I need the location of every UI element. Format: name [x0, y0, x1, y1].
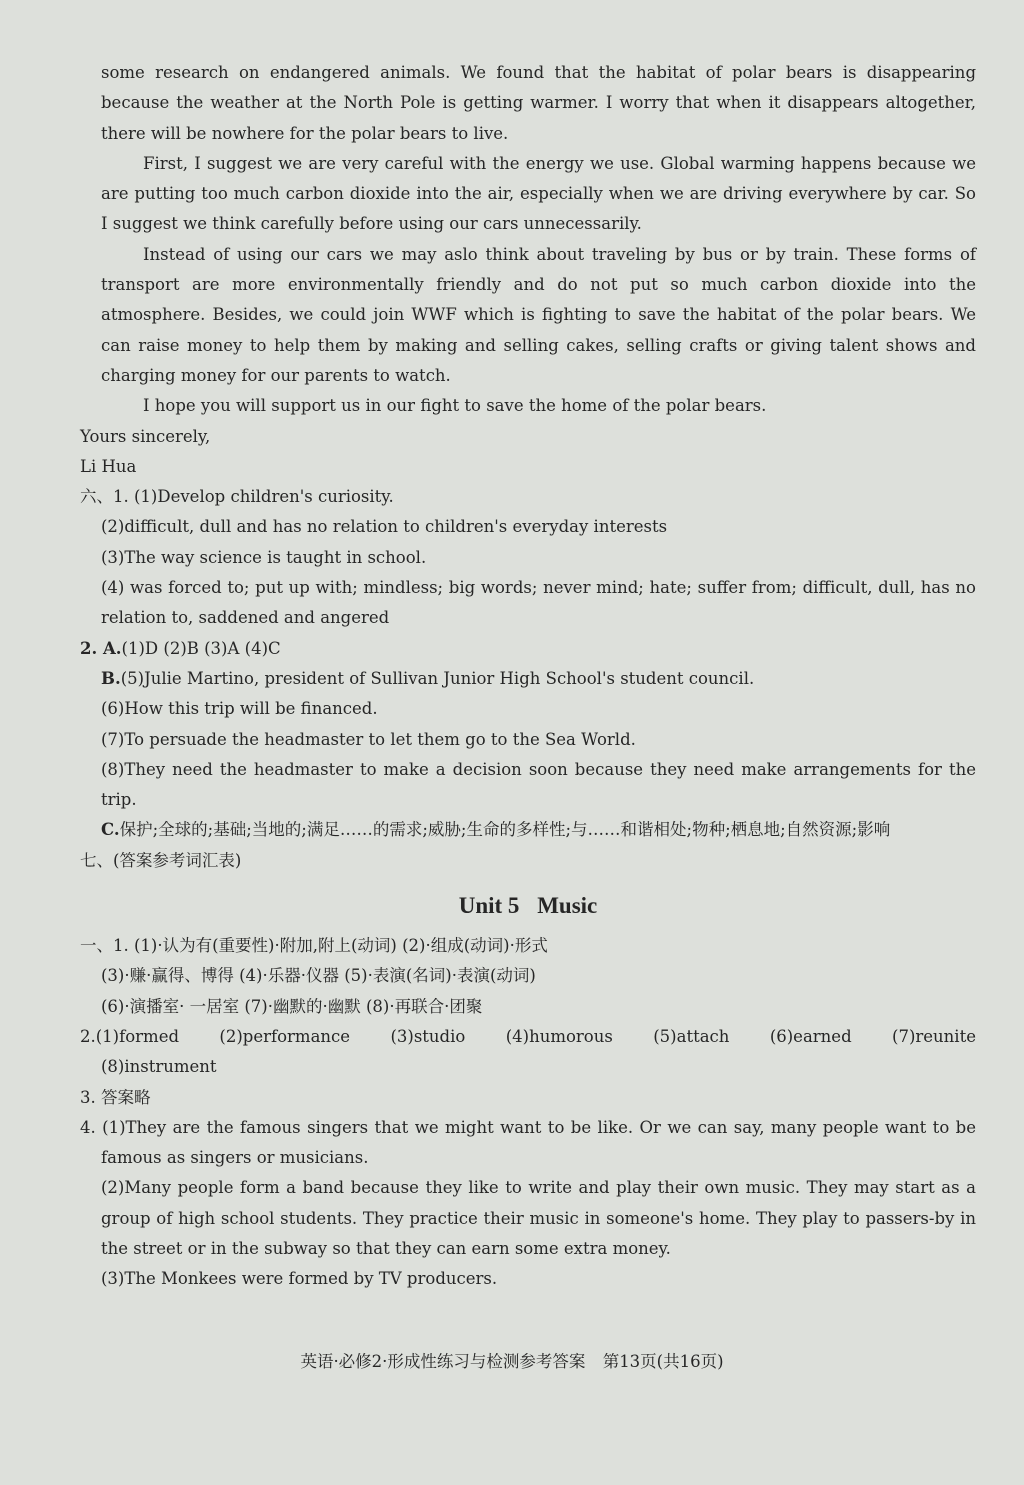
letter-paragraph-3: Instead of using our cars we may aslo think about traveling by bus or by train. These forms of transport are more environmentally friendly and do not put so much carbon dioxide into the atmosphere. Besides, we could join WWF which is fighting to save the habitat of the polar bears. We can raise money to help them by making and selling cakes, selling crafts or giving talent shows and charging money for our parents to watch. — [101, 244, 976, 385]
q2a-label: 2. A. — [80, 638, 122, 658]
unit5-s4-1: 4. (1)They are the famous singers that we might want to be like. Or we can say, many people want to be famous as singers or musicians. — [80, 1117, 976, 1168]
section6-q2b-5: B.(5)Julie Martino, president of Sullivan Junior High School's student council. — [101, 668, 755, 688]
unit-title — [80, 891, 976, 921]
letter-signature: Li Hua — [80, 456, 137, 476]
s2-item-7: (7)reunite — [892, 1026, 976, 1046]
unit5-s1-line3: (6)·演播室· 一居室 (7)·幽默的·幽默 (8)·再联合·团聚 — [101, 996, 483, 1016]
answer-content — [80, 58, 976, 1295]
section6-q1-3: (3)The way science is taught in school. — [101, 547, 427, 567]
unit-name: Music — [537, 893, 598, 919]
unit5-s1-line2: (3)·赚·赢得、博得 (4)·乐器·仪器 (5)·表演(名词)·表演(动词) — [101, 966, 536, 986]
letter-paragraph-4: I hope you will support us in our fight to save the home of the polar bears. — [143, 396, 767, 416]
section6-q2b-6: (6)How this trip will be financed. — [101, 699, 378, 719]
letter-paragraph-1: some research on endangered animals. We found that the habitat of polar bears is disappearing because the weather at the North Pole is getting warmer. I worry that when it disappears altogether, there will be nowhere for the polar bears to live. — [101, 63, 976, 143]
footer-title: 英语·必修2·形成性练习与检测参考答案 — [300, 1352, 586, 1371]
page-footer — [0, 1348, 1024, 1376]
s2-item-1: 2.(1)formed — [80, 1026, 180, 1046]
unit5-s3: 3. 答案略 — [80, 1087, 151, 1107]
q2c-label: C. — [101, 820, 120, 840]
unit5-s2-row — [80, 1022, 976, 1052]
s2-item-5: (5)attach — [653, 1026, 730, 1046]
unit5-s4-3: (3)The Monkees were formed by TV producers. — [101, 1269, 498, 1289]
section6-q2c: C.保护;全球的;基础;当地的;满足……的需求;威胁;生命的多样性;与……和谐相处;物种;栖息地;自然资源;影响 — [101, 820, 891, 840]
unit5-s4-2: (2)Many people form a band because they like to write and play their own music. They may start as a group of high school students. They practice their music in someone's home. They play to passers-by in the street or in the subway so that they can earn some extra money. — [101, 1178, 976, 1258]
q2a-answers: (1)D (2)B (3)A (4)C — [121, 638, 281, 658]
s2-item-3: (3)studio — [390, 1026, 466, 1046]
s2-item-4: (4)humorous — [505, 1026, 613, 1046]
s2-item-6: (6)earned — [769, 1026, 852, 1046]
section6-q2a — [80, 634, 976, 664]
letter-closing: Yours sincerely, — [80, 426, 211, 446]
section6-q2b-7: (7)To persuade the headmaster to let them go to the Sea World. — [101, 729, 636, 749]
unit-number: Unit 5 — [458, 893, 520, 919]
letter-paragraph-2: First, I suggest we are very careful with the energy we use. Global warming happens because we are putting too much carbon dioxide into the air, especially when we are driving everywhere by car. So I suggest we think carefully before using our cars unnecessarily. — [101, 153, 976, 234]
s2-item-2: (2)performance — [219, 1026, 351, 1046]
footer-page-number: 第13页(共16页) — [602, 1352, 724, 1371]
section6-q1-2: (2)difficult, dull and has no relation to children's everyday interests — [101, 517, 668, 537]
section7: 七、(答案参考词汇表) — [80, 850, 242, 870]
s2-item-8: (8)instrument — [101, 1057, 217, 1077]
q2b-label: B. — [101, 668, 121, 688]
unit5-s1-line1: 一、1. (1)·认为有(重要性)·附加,附上(动词) (2)·组成(动词)·形式 — [80, 936, 548, 956]
section6-q1-4: (4) was forced to; put up with; mindless; big words; never mind; hate; suffer from; difficult, dull, has no relation to, saddened and angered — [101, 578, 976, 628]
section6-q1-1: 六、1. (1)Develop children's curiosity. — [80, 487, 394, 507]
section6-q2b-8: (8)They need the headmaster to make a decision soon because they need make arrangements for the trip. — [101, 759, 976, 810]
